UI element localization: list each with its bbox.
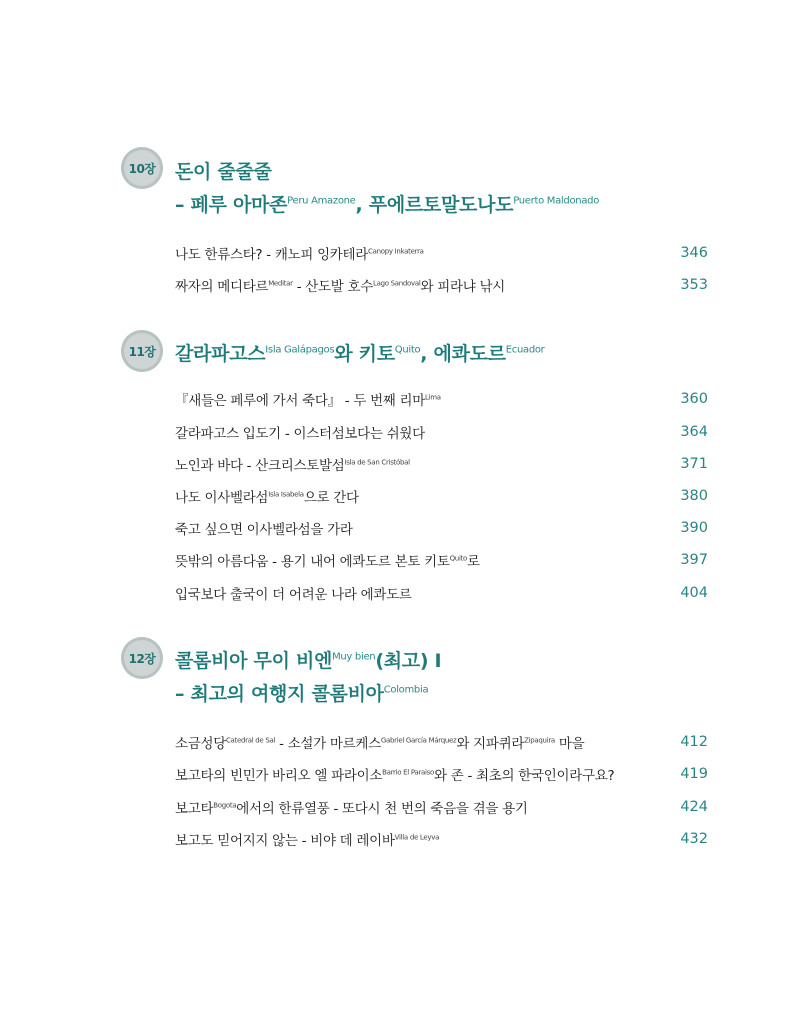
entry-page-number: 404 <box>680 585 708 601</box>
entry-title: 소금성당$^{Catedral de Sal}$ - 소설가 마르케스$^{Gabriel García Márquez}$와 지파퀴라$^{Zipaquira}$ 마을 <box>175 736 585 752</box>
toc-entry[interactable] <box>175 242 708 264</box>
title-foreign-name: Quito <box>394 344 421 356</box>
entry-title: 입국보다 출국이 더 어려운 나라 에콰도르 <box>175 587 412 603</box>
toc-entry[interactable] <box>175 421 708 443</box>
entry-page-number: 346 <box>680 245 708 261</box>
entry-page-number: 397 <box>680 552 708 568</box>
entry-page-number: 412 <box>680 734 708 750</box>
entry-page-number: 419 <box>680 766 708 782</box>
chapter-badge <box>121 330 163 372</box>
title-foreign-name: Peru Amazone <box>287 195 356 207</box>
entry-page-number: 390 <box>680 520 708 536</box>
toc-entry[interactable] <box>175 763 708 785</box>
toc-entry[interactable] <box>175 388 708 410</box>
toc-entry[interactable] <box>175 828 708 850</box>
title-text: , 에콰도르 <box>420 343 506 365</box>
entry-title: 갈라파고스 입도기 - 이스터섬보다는 쉬웠다 <box>175 426 425 442</box>
chapter-title-line <box>175 646 441 673</box>
title-text: – 최고의 여행지 콜롬비아 <box>175 683 384 705</box>
title-foreign-name: Colombia <box>383 684 429 696</box>
title-text: – 페루 아마존 <box>175 194 288 216</box>
toc-entry[interactable] <box>175 796 708 818</box>
chapter-badge <box>121 637 163 679</box>
toc-entry[interactable] <box>175 453 708 475</box>
entry-title: 보고도 믿어지지 않는 - 비야 데 레이바$^{Villa de Leyva}$ <box>175 833 440 849</box>
title-text: 갈라파고스 <box>175 343 266 365</box>
title-foreign-name: Muy bien <box>332 651 376 663</box>
chapter-subtitle-line <box>175 190 599 217</box>
entry-title: 보고타$^{Bogota}$에서의 한류열풍 - 또다시 천 번의 죽음을 겪을 용기 <box>175 801 528 817</box>
entry-title: 노인과 바다 - 산크리스토발섬$^{Isla de San Cristóbal}$ <box>175 458 410 474</box>
entry-page-number: 364 <box>680 424 708 440</box>
chapter-badge <box>121 147 163 189</box>
toc-entry[interactable] <box>175 731 708 753</box>
title-foreign-name: Puerto Maldonado <box>513 195 600 207</box>
toc-entry[interactable] <box>175 549 708 571</box>
title-foreign-name: Isla Galápagos <box>265 344 335 356</box>
chapter-number: 11장 <box>128 344 156 359</box>
chapter-number: 10장 <box>128 161 156 176</box>
entry-title: 뜻밖의 아름다움 - 용기 내어 에콰도르 본토 키토$^{Quito}$로 <box>175 554 480 570</box>
title-text: (최고) I <box>375 650 442 672</box>
entry-title: 『새들은 페루에 가서 죽다』 - 두 번째 리마$^{Lima}$ <box>175 393 441 409</box>
entry-page-number: 371 <box>680 456 708 472</box>
entry-page-number: 380 <box>680 488 708 504</box>
title-text: 돈이 줄줄줄 <box>175 161 272 183</box>
chapter-subtitle-line <box>175 679 428 706</box>
toc-entry[interactable] <box>175 517 708 539</box>
chapter-number: 12장 <box>128 651 156 666</box>
entry-title: 죽고 싶으면 이사벨라섬을 가라 <box>175 522 353 538</box>
entry-page-number: 432 <box>680 831 708 847</box>
chapter-title-line <box>175 157 272 184</box>
entry-title: 짜자의 메디타르$^{Meditar}$ - 산도발 호수$^{Lago Sandoval}$와 피라냐 낚시 <box>175 279 505 295</box>
title-foreign-name: Ecuador <box>505 344 545 356</box>
entry-page-number: 360 <box>680 391 708 407</box>
entry-page-number: 424 <box>680 799 708 815</box>
title-text: 콜롬비아 무이 비엔 <box>175 650 333 672</box>
chapter-title-line <box>175 339 545 366</box>
toc-entry[interactable] <box>175 582 708 604</box>
entry-title: 나도 이사벨라섬$^{Isla Isabela}$으로 간다 <box>175 490 359 506</box>
entry-title: 나도 한류스타? - 캐노피 잉카테라$^{Canopy Inkaterra}$ <box>175 247 424 263</box>
title-text: 와 키토 <box>334 343 395 365</box>
toc-entry[interactable] <box>175 485 708 507</box>
entry-title: 보고타의 빈민가 바리오 엘 파라이소$^{Barrio El Paraiso}$와 존 - 최초의 한국인이라구요? <box>175 768 615 784</box>
title-text: , 푸에르토말도나도 <box>355 194 514 216</box>
toc-entry[interactable] <box>175 274 708 296</box>
entry-page-number: 353 <box>680 277 708 293</box>
